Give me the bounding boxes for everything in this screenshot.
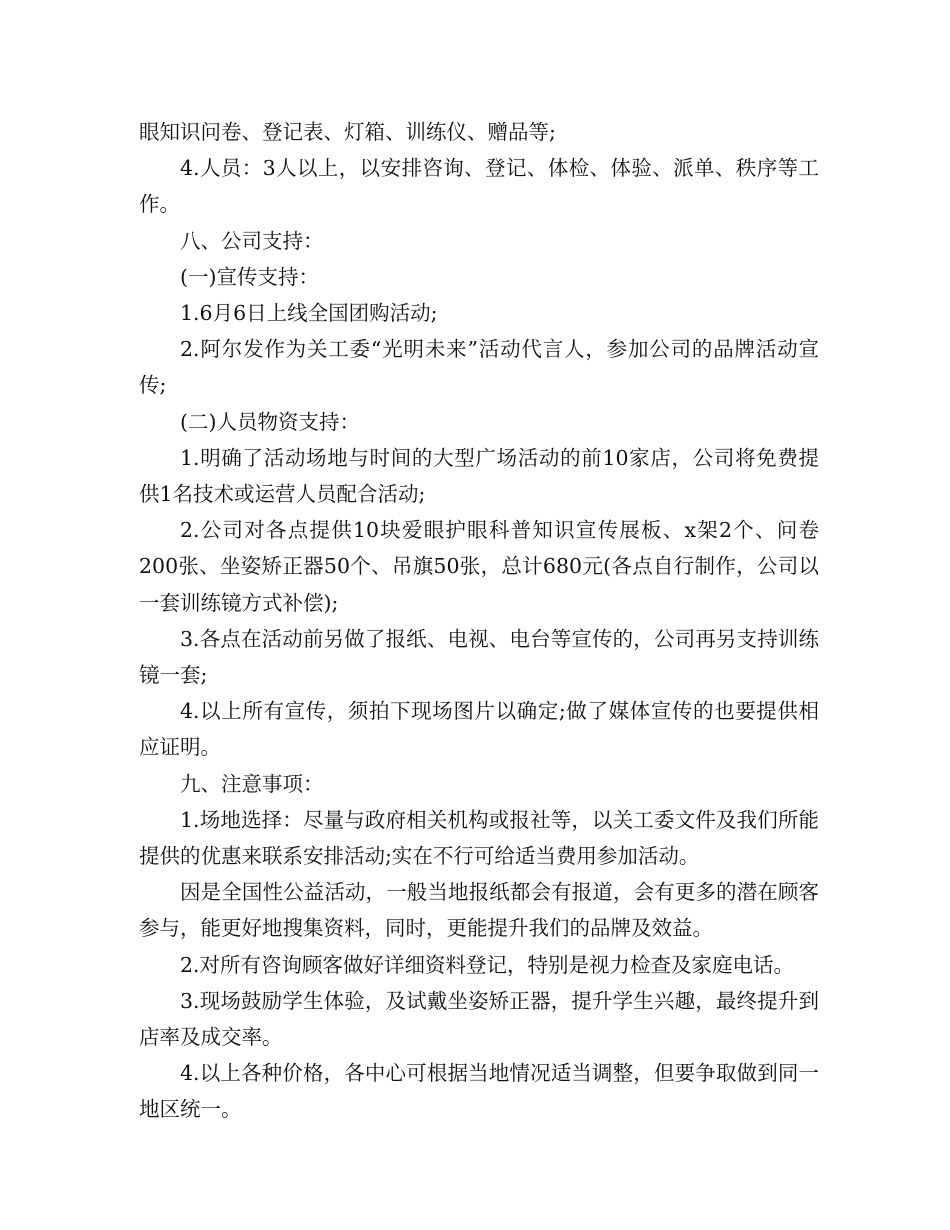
- paragraph: (二)人员物资支持：: [180, 409, 360, 434]
- paragraph: 1.6月6日上线全国团购活动;: [180, 301, 438, 326]
- paragraph: (一)宣传支持：: [180, 264, 319, 289]
- paragraph: 4.人员：3人以上，以安排咨询、登记、体检、体验、派单、秩序等工作。: [139, 156, 819, 217]
- paragraph: 4.以上各种价格，各中心可根据当地情况适当调整，但要争取做到同一地区统一。: [139, 1061, 819, 1122]
- paragraph: 1.明确了活动场地与时间的大型广场活动的前10家店，公司将免费提供1名技术或运营人员配合活动;: [139, 445, 819, 507]
- paragraph: 4.以上所有宣传，须拍下现场图片以确定;做了媒体宣传的也要提供相应证明。: [139, 699, 819, 760]
- paragraph: 九、注意事项：: [180, 771, 324, 796]
- paragraph: 2.对所有咨询顾客做好详细资料登记，特别是视力检查及家庭电话。: [180, 952, 795, 977]
- paragraph: 眼知识问卷、登记表、灯箱、训练仪、赠品等;: [139, 120, 556, 144]
- paragraph: 2.阿尔发作为关工委“光明未来”活动代言人，参加公司的品牌活动宣传;: [139, 337, 819, 398]
- paragraph: 八、公司支持：: [180, 228, 324, 253]
- paragraph: 3.各点在活动前另做了报纸、电视、电台等宣传的，公司再另支持训练镜一套;: [139, 626, 819, 688]
- paragraph: 3.现场鼓励学生体验，及试戴坐姿矫正器，提升学生兴趣，最终提升到店率及成交率。: [139, 988, 819, 1050]
- paragraph: 因是全国性公益活动，一般当地报纸都会有报道，会有更多的潜在顾客参与，能更好地搜集资料，同时，更能提升我们的品牌及效益。: [139, 880, 819, 941]
- paragraph: 2.公司对各点提供10块爱眼护眼科普知识宣传展板、x架2个、问卷200张、坐姿矫正器50个、吊旗50张，总计680元(各点自行制作，公司以一套训练镜方式补偿);: [139, 518, 819, 615]
- paragraph: 1.场地选择：尽量与政府相关机构或报社等，以关工委文件及我们所能提供的优惠来联系安排活动;实在不行可给适当费用参加活动。: [139, 807, 819, 869]
- document-body: [139, 114, 819, 1128]
